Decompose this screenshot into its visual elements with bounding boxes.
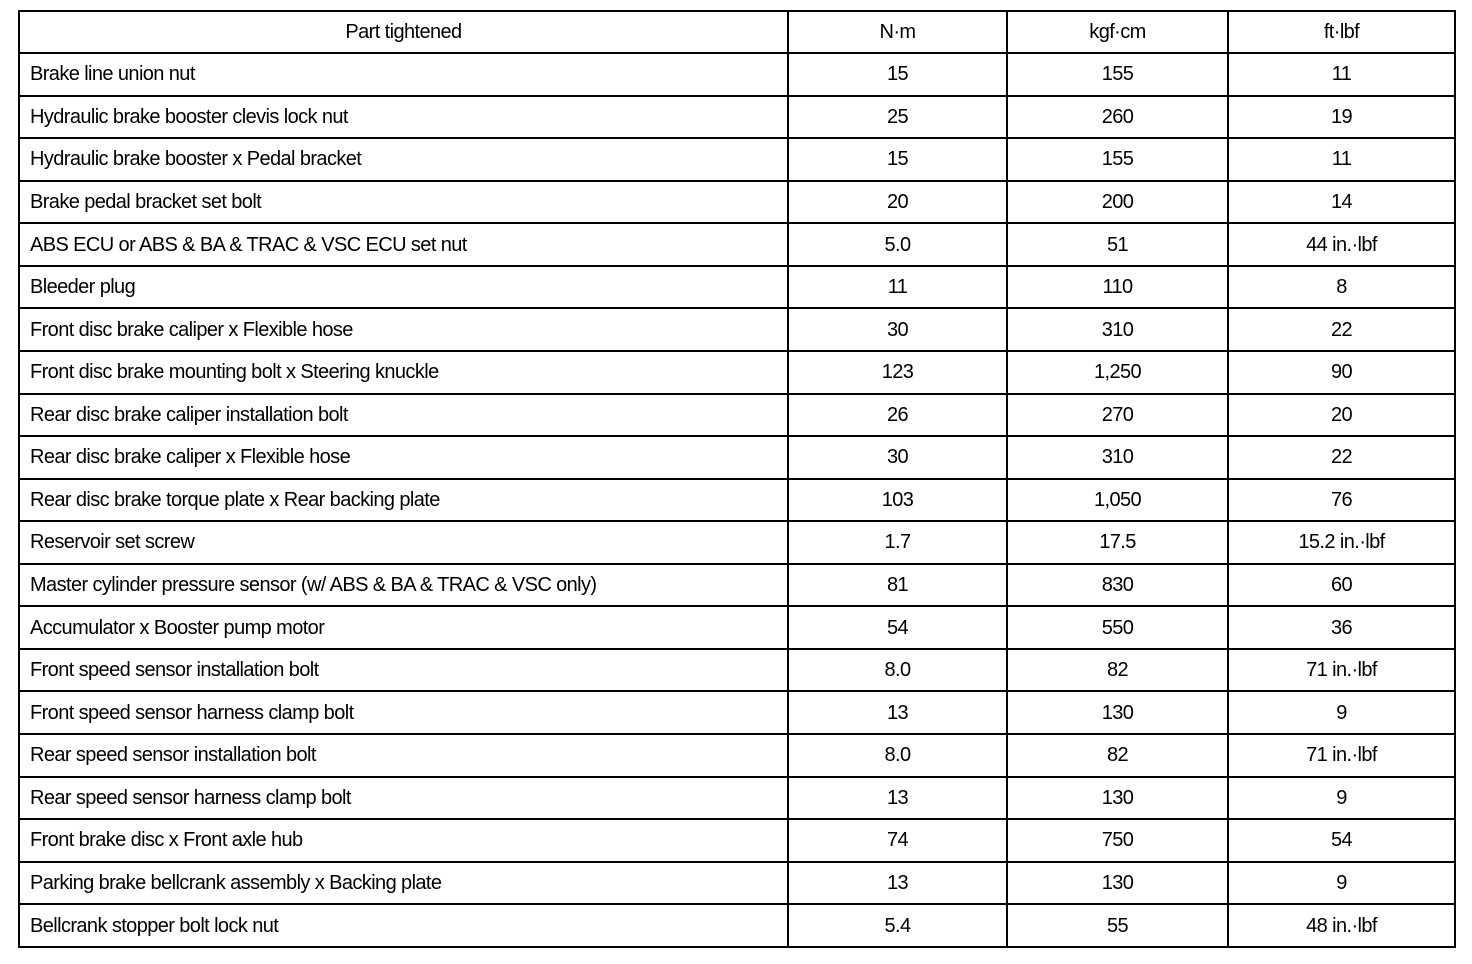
cell-part: Accumulator x Booster pump motor xyxy=(19,606,788,649)
cell-ft-lbf: 54 xyxy=(1228,819,1455,862)
table-row xyxy=(19,862,1455,905)
cell-part: Rear disc brake torque plate x Rear backing plate xyxy=(19,479,788,522)
cell-ft-lbf: 14 xyxy=(1228,181,1455,224)
cell-nm: 15 xyxy=(788,138,1007,181)
table-row xyxy=(19,564,1455,607)
cell-part: Parking brake bellcrank assembly x Backing plate xyxy=(19,862,788,905)
header-part-tightened: Part tightened xyxy=(19,11,788,53)
cell-nm: 8.0 xyxy=(788,649,1007,692)
cell-part: Front speed sensor installation bolt xyxy=(19,649,788,692)
cell-part: Bleeder plug xyxy=(19,266,788,309)
table-row xyxy=(19,96,1455,139)
table-row xyxy=(19,223,1455,266)
cell-kgf-cm: 17.5 xyxy=(1007,521,1228,564)
cell-kgf-cm: 55 xyxy=(1007,904,1228,947)
cell-kgf-cm: 130 xyxy=(1007,777,1228,820)
cell-kgf-cm: 310 xyxy=(1007,308,1228,351)
table-row xyxy=(19,138,1455,181)
cell-part: Brake pedal bracket set bolt xyxy=(19,181,788,224)
cell-part: Rear speed sensor installation bolt xyxy=(19,734,788,777)
table-row xyxy=(19,436,1455,479)
cell-part: Bellcrank stopper bolt lock nut xyxy=(19,904,788,947)
cell-part: Hydraulic brake booster x Pedal bracket xyxy=(19,138,788,181)
torque-spec-table xyxy=(18,10,1456,948)
table-row xyxy=(19,308,1455,351)
cell-ft-lbf: 71 in.·lbf xyxy=(1228,734,1455,777)
table-row xyxy=(19,521,1455,564)
header-row xyxy=(19,11,1455,53)
torque-spec-sheet xyxy=(18,10,1454,948)
cell-ft-lbf: 11 xyxy=(1228,138,1455,181)
cell-part: ABS ECU or ABS & BA & TRAC & VSC ECU set nut xyxy=(19,223,788,266)
table-body xyxy=(19,53,1455,947)
cell-ft-lbf: 20 xyxy=(1228,394,1455,437)
cell-ft-lbf: 71 in.·lbf xyxy=(1228,649,1455,692)
cell-nm: 1.7 xyxy=(788,521,1007,564)
cell-nm: 30 xyxy=(788,436,1007,479)
cell-kgf-cm: 1,050 xyxy=(1007,479,1228,522)
cell-nm: 30 xyxy=(788,308,1007,351)
cell-nm: 123 xyxy=(788,351,1007,394)
cell-part: Rear speed sensor harness clamp bolt xyxy=(19,777,788,820)
table-row xyxy=(19,351,1455,394)
cell-part: Front speed sensor harness clamp bolt xyxy=(19,691,788,734)
table-row xyxy=(19,691,1455,734)
cell-nm: 13 xyxy=(788,691,1007,734)
header-kgf-cm: kgf·cm xyxy=(1007,11,1228,53)
cell-nm: 13 xyxy=(788,777,1007,820)
cell-part: Brake line union nut xyxy=(19,53,788,96)
cell-nm: 15 xyxy=(788,53,1007,96)
cell-ft-lbf: 9 xyxy=(1228,777,1455,820)
cell-kgf-cm: 130 xyxy=(1007,691,1228,734)
cell-kgf-cm: 830 xyxy=(1007,564,1228,607)
cell-nm: 11 xyxy=(788,266,1007,309)
cell-ft-lbf: 9 xyxy=(1228,691,1455,734)
cell-ft-lbf: 11 xyxy=(1228,53,1455,96)
table-row xyxy=(19,479,1455,522)
cell-kgf-cm: 155 xyxy=(1007,138,1228,181)
cell-kgf-cm: 51 xyxy=(1007,223,1228,266)
cell-nm: 13 xyxy=(788,862,1007,905)
cell-ft-lbf: 60 xyxy=(1228,564,1455,607)
table-row xyxy=(19,394,1455,437)
cell-kgf-cm: 110 xyxy=(1007,266,1228,309)
cell-nm: 5.0 xyxy=(788,223,1007,266)
cell-kgf-cm: 82 xyxy=(1007,649,1228,692)
table-row xyxy=(19,266,1455,309)
cell-nm: 103 xyxy=(788,479,1007,522)
cell-part: Reservoir set screw xyxy=(19,521,788,564)
cell-kgf-cm: 260 xyxy=(1007,96,1228,139)
cell-kgf-cm: 130 xyxy=(1007,862,1228,905)
cell-ft-lbf: 9 xyxy=(1228,862,1455,905)
table-row xyxy=(19,734,1455,777)
cell-nm: 20 xyxy=(788,181,1007,224)
header-nm: N·m xyxy=(788,11,1007,53)
cell-nm: 81 xyxy=(788,564,1007,607)
cell-kgf-cm: 200 xyxy=(1007,181,1228,224)
cell-ft-lbf: 19 xyxy=(1228,96,1455,139)
cell-ft-lbf: 48 in.·lbf xyxy=(1228,904,1455,947)
cell-nm: 74 xyxy=(788,819,1007,862)
cell-ft-lbf: 76 xyxy=(1228,479,1455,522)
cell-part: Front disc brake mounting bolt x Steering knuckle xyxy=(19,351,788,394)
cell-part: Master cylinder pressure sensor (w/ ABS & BA & TRAC & VSC only) xyxy=(19,564,788,607)
header-ft-lbf: ft·lbf xyxy=(1228,11,1455,53)
cell-part: Hydraulic brake booster clevis lock nut xyxy=(19,96,788,139)
cell-nm: 26 xyxy=(788,394,1007,437)
cell-ft-lbf: 36 xyxy=(1228,606,1455,649)
table-row xyxy=(19,606,1455,649)
table-row xyxy=(19,777,1455,820)
cell-part: Rear disc brake caliper x Flexible hose xyxy=(19,436,788,479)
cell-kgf-cm: 310 xyxy=(1007,436,1228,479)
cell-part: Front disc brake caliper x Flexible hose xyxy=(19,308,788,351)
cell-part: Front brake disc x Front axle hub xyxy=(19,819,788,862)
cell-ft-lbf: 8 xyxy=(1228,266,1455,309)
cell-ft-lbf: 90 xyxy=(1228,351,1455,394)
cell-ft-lbf: 22 xyxy=(1228,436,1455,479)
cell-kgf-cm: 550 xyxy=(1007,606,1228,649)
cell-kgf-cm: 270 xyxy=(1007,394,1228,437)
cell-nm: 54 xyxy=(788,606,1007,649)
cell-nm: 8.0 xyxy=(788,734,1007,777)
cell-kgf-cm: 155 xyxy=(1007,53,1228,96)
table-row xyxy=(19,904,1455,947)
table-row xyxy=(19,649,1455,692)
table-row xyxy=(19,819,1455,862)
cell-ft-lbf: 15.2 in.·lbf xyxy=(1228,521,1455,564)
table-row xyxy=(19,181,1455,224)
cell-ft-lbf: 44 in.·lbf xyxy=(1228,223,1455,266)
cell-nm: 5.4 xyxy=(788,904,1007,947)
cell-kgf-cm: 750 xyxy=(1007,819,1228,862)
cell-part: Rear disc brake caliper installation bolt xyxy=(19,394,788,437)
cell-kgf-cm: 82 xyxy=(1007,734,1228,777)
cell-nm: 25 xyxy=(788,96,1007,139)
cell-kgf-cm: 1,250 xyxy=(1007,351,1228,394)
table-row xyxy=(19,53,1455,96)
cell-ft-lbf: 22 xyxy=(1228,308,1455,351)
